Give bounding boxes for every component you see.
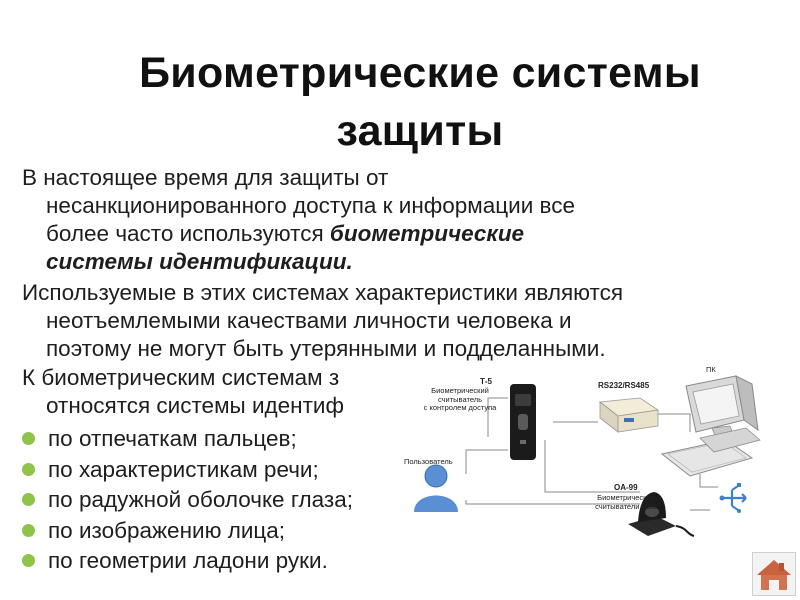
home-icon: [753, 553, 795, 595]
bullet-dot-icon: [22, 432, 35, 445]
oa99-label: OA-99: [614, 483, 638, 492]
t5-label: Т-5: [480, 377, 492, 386]
pc-label: ПК: [706, 365, 716, 374]
t5-description-line-1: Биометрический: [431, 386, 489, 395]
title-line-2: защиты: [336, 107, 504, 155]
list-item-text: по изображению лица;: [48, 517, 286, 543]
converter-label: RS232/RS485: [598, 381, 650, 390]
t5-description-line-2: считыватель: [437, 394, 483, 404]
converter-icon: [600, 398, 658, 432]
title-line-1: Биометрические системы: [139, 49, 701, 97]
oa99-description-line-1: Биометрические: [597, 493, 655, 502]
paragraph-1-line-2: несанкционированного доступа к информации все: [46, 193, 576, 218]
list-item-text: по радужной оболочке глаза;: [48, 487, 354, 512]
paragraph-2-line-3: поэтому не могут быть утерянными и подделанными.: [46, 336, 606, 361]
list-item: [18, 455, 353, 486]
list-item-text: по характеристикам речи;: [48, 456, 319, 482]
slide-title: [0, 44, 800, 160]
paragraph-1: [22, 164, 575, 276]
paragraph-1-emphasis: биометрические: [329, 221, 525, 246]
bullet-dot-icon: [22, 463, 35, 476]
identification-methods-list: [18, 424, 353, 577]
paragraph-3-line-1: К биометрическим системам з: [22, 365, 340, 390]
list-item: [18, 546, 353, 577]
list-item-text: по отпечаткам пальцев;: [48, 426, 297, 451]
bullet-dot-icon: [22, 493, 35, 506]
list-item-text: по геометрии ладони руки.: [48, 548, 328, 573]
paragraph-2-line-1: Используемые в этих системах характеристики являются: [22, 280, 624, 305]
paragraph-1-plain-text: более часто используются: [46, 221, 330, 246]
list-item: [18, 424, 353, 455]
t5-reader-icon: [510, 384, 536, 460]
user-icon: [414, 465, 458, 512]
paragraph-3-line-2: относятся системы идентиф: [46, 393, 344, 418]
t5-description-line-3: с контролем доступа: [423, 403, 497, 412]
paragraph-3: [22, 364, 344, 420]
paragraph-2-line-2: неотъемлемыми качествами личности человека и: [46, 308, 572, 333]
paragraph-1-line-4: системы идентификации.: [46, 249, 353, 274]
usb-icon: [720, 483, 747, 513]
oa99-description-line-2: считыватели USB: [595, 501, 657, 511]
list-item: [18, 485, 353, 516]
home-button[interactable]: [752, 552, 796, 596]
list-item: [18, 516, 353, 547]
paragraph-1-line-3: [22, 220, 575, 248]
oa99-description: [586, 494, 666, 511]
biometric-system-diagram: [400, 362, 766, 550]
paragraph-2: [22, 279, 623, 363]
bullet-dot-icon: [22, 524, 35, 537]
paragraph-1-line-1: В настоящее время для защиты от: [22, 165, 389, 190]
t5-description: [412, 387, 508, 413]
user-label: Пользователь: [404, 457, 453, 466]
bullet-dot-icon: [22, 554, 35, 567]
pc-icon: [662, 376, 760, 476]
